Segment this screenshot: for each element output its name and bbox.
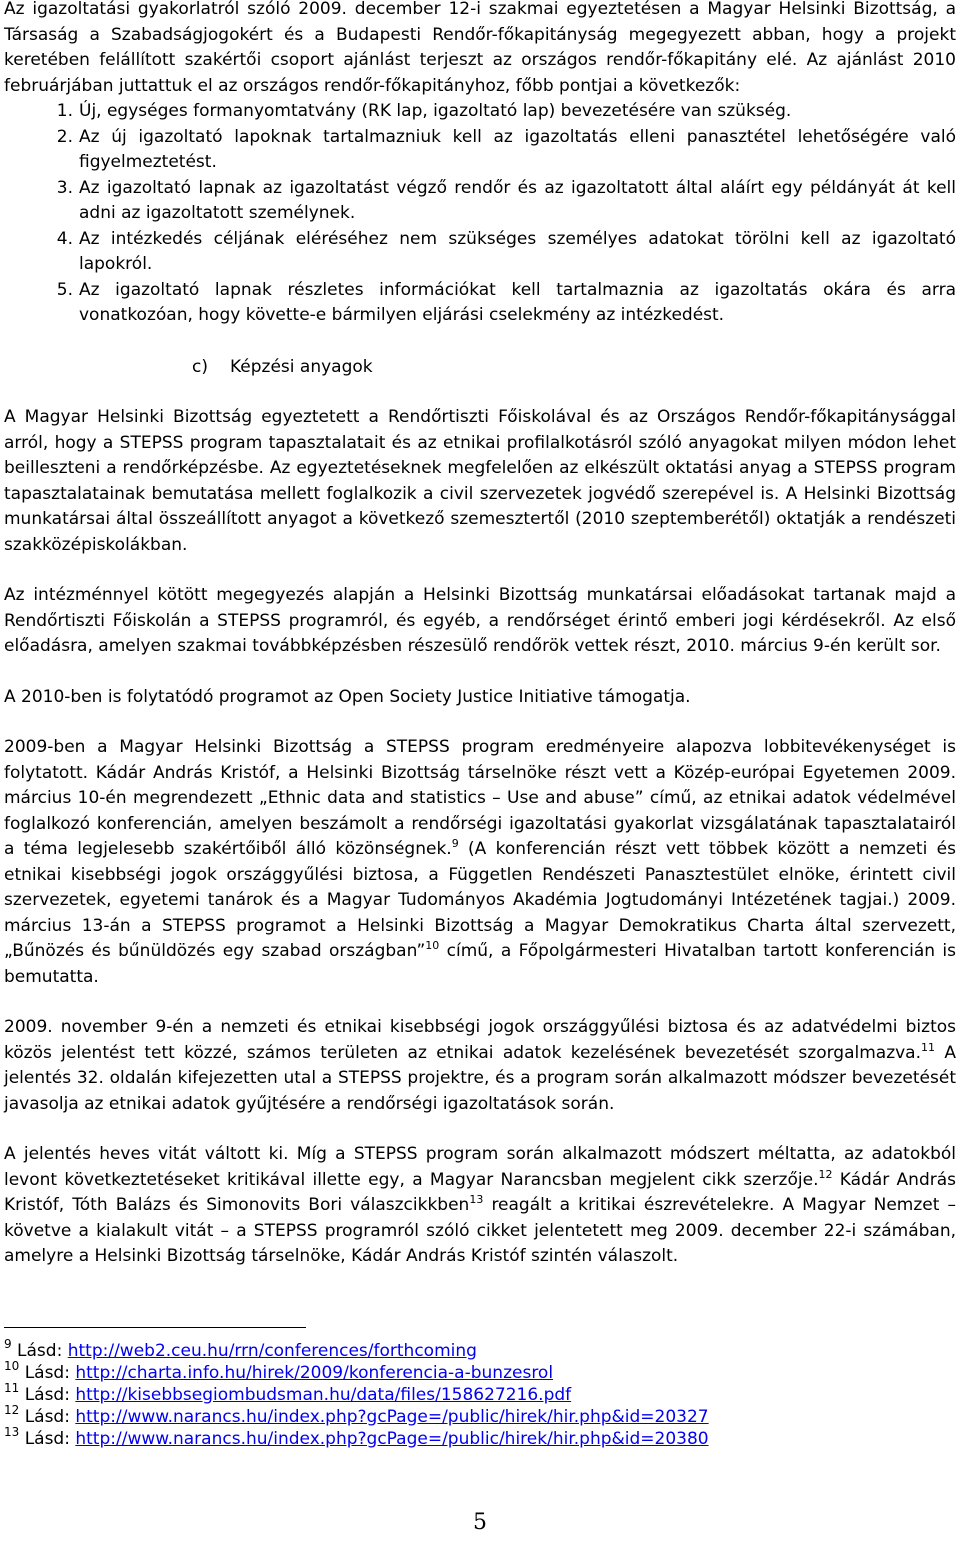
paragraph-text: A jelentés heves vitát váltott ki. Míg a STEPSS program során alkalmazott módszert méltatta, az adatokból levont következtetéseket kritikával illette egy, a Magyar Narancsban megjelent cikk szerzője. [4,1144,956,1190]
footnote [4,1358,956,1384]
list-item-number: 3. [56,177,73,198]
footnote-label: Lásd: [24,1428,70,1449]
footnote-link[interactable]: http://charta.info.hu/hirek/2009/konferencia-a-bunzesrol [75,1362,554,1383]
page-number: 5 [473,1510,487,1535]
list-item-text: Az igazoltató lapnak az igazoltatást végző rendőr és az igazoltatott által aláírt egy példányát át kell adni az igazoltatott személynek. [79,177,956,223]
footnote-label: Lásd: [17,1340,63,1361]
footnote-link[interactable]: http://kisebbsegiombudsman.hu/data/files/158627216.pdf [75,1384,572,1405]
intro-paragraph: Az igazoltatási gyakorlatról szóló 2009. december 12-i szakmai egyeztetésen a Magyar Helsinki Bizottság, a Társaság a Szabadságjogokért és a Budapesti Rendőr-főkapitányság megegyezett abban, hogy a projekt keretében felállított szakértői csoport ajánlást terjeszt az országos rendőr-főkapitány elé. Az ajánlást 2010 februárjában juttattuk el az országos rendőr-főkapitányhoz, főbb pontjai a következők: [4,0,956,96]
footnote-number: 10 [4,1358,20,1373]
footnote-separator [4,1327,306,1328]
recommendations-list [4,99,956,329]
footnote-link[interactable]: http://web2.ceu.hu/rrn/conferences/forthcoming [67,1340,477,1361]
list-item [4,99,956,125]
list-item [4,176,956,227]
paragraph-text: A jelentés 32. oldalán kifejezetten utal a STEPSS projektre, és a program során alkalmazott módszer bevezetését javasolja az etnikai adatok gyűjtésére a rendőrségi igazoltatások során. [4,1042,956,1114]
body-paragraph: A 2010-ben is folytatódó programot az Open Society Justice Initiative támogatja. [4,686,691,707]
paragraph-text: (A konferencián részt vett többek között a nemzeti és etnikai kisebbségi jogok országgyűlési biztosa, a Független Rendészeti Panasztestület elnöke, érintett civil szervezetek, egyetemi tanárok és a Magyar Tudományos Akadémia Jogtudományi Intézetének tagjai.) 2009. március 13-án a STEPSS programot a Helsinki Bizottság a Magyar Demokratikus Charta által szervezett, „Bűnözés és bűnüldözés egy szabad országban” [4,839,956,961]
list-item [4,125,956,176]
footnote-label: Lásd: [24,1406,70,1427]
list-item-number: 5. [56,279,73,300]
list-item-text: Az új igazoltató lapoknak tartalmazniuk kell az igazoltatás elleni panasztétel lehetőségére való figyelmeztetést. [79,126,956,172]
footnote-reference[interactable]: 9 [451,837,459,850]
list-item [4,278,956,329]
section-label: c) [192,356,208,377]
paragraph-text: reagált a kritikai észrevételekre. A Magyar Nemzet – követve a kialakult vitát – a STEPSS programról szóló cikket jelentetett meg 2009. december 22-i számában, amelyre a Helsinki Bizottság társelnöke, Kádár András Kristóf szintén válaszolt. [4,1195,956,1266]
list-item-number: 2. [56,126,73,147]
list-item-number: 1. [56,101,73,121]
body-paragraph [4,735,956,990]
footnotes [4,1336,956,1450]
footnote-number: 12 [4,1402,20,1417]
body-paragraph: Az intézménnyel kötött megegyezés alapján a Helsinki Bizottság munkatársai előadásokat tartanak majd a Rendőrtiszti Főiskolán a STEPSS programról, és egyéb, a rendőrséget érintő emberi jogi kérdésekről. Az első előadásra, amelyen szakmai továbbképzésben részesülő rendőrök vettek részt, 2010. március 9-én került sor. [4,585,956,656]
list-item-text: Új, egységes formanyomtatvány (RK lap, igazoltató lap) bevezetésére van szükség. [79,101,792,121]
list-item-text: Az igazoltató lapnak részletes információkat kell tartalmaznia az igazoltatás okára és arra vonatkozóan, hogy követte-e bármilyen eljárási cselekmény az intézkedést. [79,279,956,325]
body-paragraph [4,1015,956,1117]
paragraph-text: 2009-ben a Magyar Helsinki Bizottság a STEPSS program eredményeire alapozva lobbitevékenységet is folytatott. Kádár András Kristóf, a Helsinki Bizottság társelnöke részt vett a Közép-európai Egyetemen 2009. március 10-én megrendezett „Ethnic data and statistics – Use and abuse” című, az etnikai adatok védelmével foglalkozó konferencián, amelyen beszámolt a rendőrségi igazoltatási gyakorlat vizsgálatának tapasztalatairól a téma legjelesebb szakértőiből álló közönségnek. [4,737,956,859]
paragraph-text: Kádár András Kristóf, Tóth Balázs és Simonovits Bori válaszcikkben [4,1169,957,1215]
list-item [4,227,956,278]
footnote-number: 9 [4,1336,12,1351]
list-item-number: 4. [56,228,73,249]
footnote [4,1336,956,1362]
footnote [4,1424,956,1450]
footnote-reference[interactable]: 13 [469,1193,484,1206]
paragraph-text: 2009. november 9-én a nemzeti és etnikai kisebbségi jogok országgyűlési biztosa és az adatvédelmi biztos közös jelentést tett közzé, számos területen az etnikai adatok kezelésének bevezetését szorgalmazva. [4,1017,956,1063]
body-paragraph: A Magyar Helsinki Bizottság egyeztetett a Rendőrtiszti Főiskolával és az Országos Rendőr-főkapitánysággal arról, hogy a STEPSS program tapasztalatait és az etnikai profilalkotásról szóló anyagokat milyen módon lehet beilleszteni a rendőrképzésbe. Az egyeztetéseknek megfelelően az elkészült oktatási anyag a STEPSS program tapasztalatainak bemutatása mellett foglalkozik a civil szervezetek jogvédő szerepével is. A Helsinki Bizottság munkatársai által összeállított anyagot a következő szemesztertől (2010 szeptemberétől) oktatják a rendészeti szakközépiskolákban. [4,407,956,555]
footnote [4,1380,956,1406]
section-heading [192,355,956,381]
section-title: Képzési anyagok [230,356,373,377]
body-paragraph [4,1142,956,1270]
footnote-label: Lásd: [24,1384,70,1405]
footnote-number: 11 [4,1380,20,1395]
footnote [4,1402,956,1428]
footnote-reference[interactable]: 10 [425,939,440,952]
footnote-link[interactable]: http://www.narancs.hu/index.php?gcPage=/public/hirek/hir.php&id=20380 [75,1428,709,1449]
list-item-text: Az intézkedés céljának eléréséhez nem szükséges személyes adatokat törölni kell az igazoltató lapokról. [79,228,956,274]
footnote-reference[interactable]: 12 [818,1167,833,1181]
paragraph-text: című, a Főpolgármesteri Hivatalban tartott konferencián is bemutatta. [4,941,957,987]
footnote-link[interactable]: http://www.narancs.hu/index.php?gcPage=/public/hirek/hir.php&id=20327 [75,1406,709,1427]
footnote-label: Lásd: [24,1362,70,1383]
footnote-reference[interactable]: 11 [921,1040,935,1054]
footnote-number: 13 [4,1424,20,1439]
